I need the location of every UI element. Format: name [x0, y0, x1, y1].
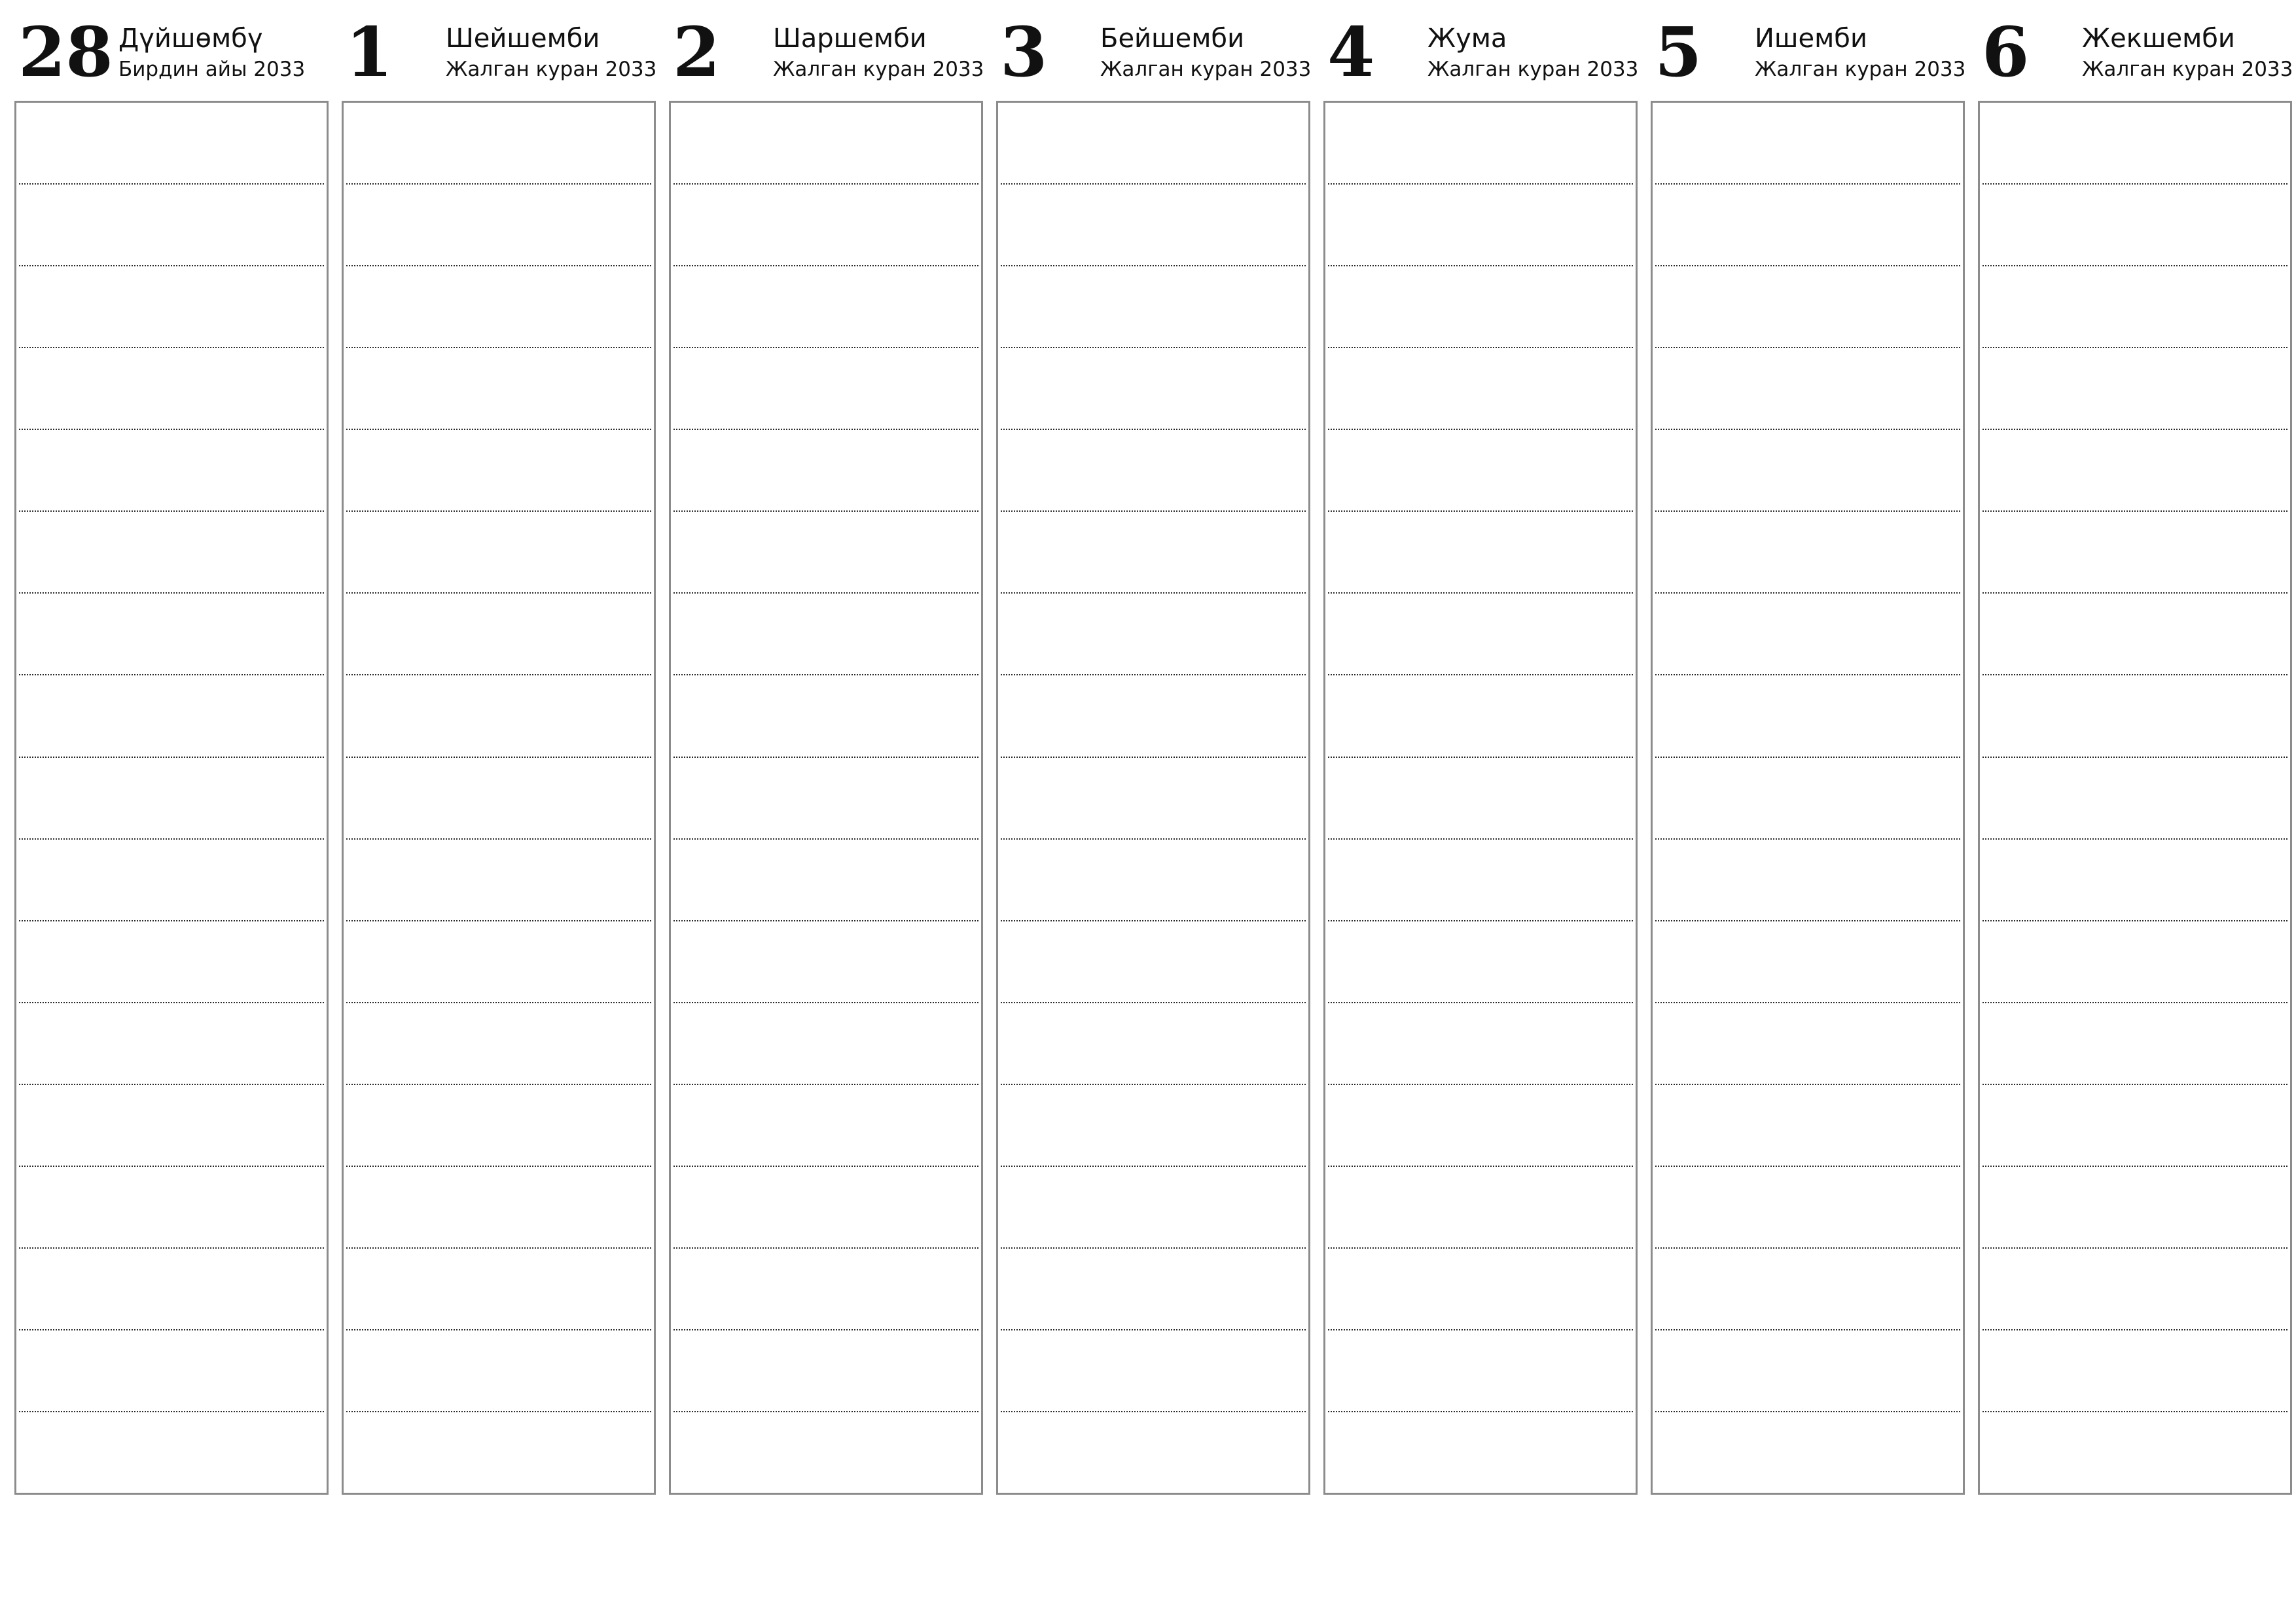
- note-line[interactable]: [1982, 594, 2287, 675]
- note-line[interactable]: [1328, 266, 1633, 348]
- note-line[interactable]: [19, 594, 324, 675]
- day-month: Жалган куран 2033: [1755, 58, 1966, 81]
- note-line[interactable]: [1655, 1249, 1960, 1330]
- day-header: [1978, 14, 2292, 101]
- note-line[interactable]: [1655, 430, 1960, 512]
- note-line[interactable]: [1328, 1412, 1633, 1493]
- note-line[interactable]: [19, 185, 324, 266]
- day-header: [669, 14, 983, 101]
- note-line[interactable]: [1655, 758, 1960, 840]
- note-line[interactable]: [673, 430, 978, 512]
- notes-box[interactable]: [14, 101, 329, 1495]
- note-line[interactable]: [19, 1412, 324, 1493]
- note-line[interactable]: [1982, 103, 2287, 185]
- day-header: [1651, 14, 1965, 101]
- day-number: 6: [1982, 12, 2030, 92]
- note-line[interactable]: [673, 1412, 978, 1493]
- day-column-saturday: [1651, 14, 1965, 1495]
- note-line[interactable]: [1001, 103, 1306, 185]
- day-month: Жалган куран 2033: [2082, 58, 2293, 81]
- note-line[interactable]: [673, 103, 978, 185]
- day-column-monday: [14, 14, 329, 1495]
- note-line[interactable]: [1655, 1085, 1960, 1167]
- note-line[interactable]: [1982, 1167, 2287, 1249]
- note-line[interactable]: [1001, 185, 1306, 266]
- note-line[interactable]: [673, 840, 978, 921]
- day-number: 1: [346, 12, 393, 92]
- note-line[interactable]: [1001, 266, 1306, 348]
- note-line[interactable]: [1655, 921, 1960, 1003]
- note-line[interactable]: [346, 1003, 651, 1085]
- note-line[interactable]: [19, 921, 324, 1003]
- note-line[interactable]: [1655, 1412, 1960, 1493]
- note-line[interactable]: [1001, 758, 1306, 840]
- note-line[interactable]: [19, 675, 324, 757]
- day-number: 2: [673, 12, 721, 92]
- day-titles: [1755, 24, 1965, 82]
- note-line[interactable]: [19, 1167, 324, 1249]
- day-column-sunday: [1978, 14, 2292, 1495]
- day-month: Бирдин айы 2033: [118, 58, 306, 81]
- note-line[interactable]: [1328, 348, 1633, 430]
- note-line[interactable]: [1328, 430, 1633, 512]
- note-line[interactable]: [1001, 675, 1306, 757]
- day-column-tuesday: [342, 14, 656, 1495]
- weekly-planner: [14, 12, 2293, 1495]
- note-line[interactable]: [1982, 430, 2287, 512]
- note-line[interactable]: [1328, 185, 1633, 266]
- note-line[interactable]: [673, 1330, 978, 1412]
- note-line[interactable]: [1655, 594, 1960, 675]
- day-month: Жалган куран 2033: [773, 58, 984, 81]
- note-line[interactable]: [1328, 675, 1633, 757]
- note-line[interactable]: [1655, 185, 1960, 266]
- note-line[interactable]: [1655, 675, 1960, 757]
- note-line[interactable]: [1328, 1167, 1633, 1249]
- day-titles: [446, 24, 656, 82]
- note-line[interactable]: [19, 1085, 324, 1167]
- note-line[interactable]: [346, 594, 651, 675]
- notes-box[interactable]: [669, 101, 983, 1495]
- note-line[interactable]: [1655, 1003, 1960, 1085]
- note-line[interactable]: [673, 1249, 978, 1330]
- note-line[interactable]: [1328, 840, 1633, 921]
- note-line[interactable]: [1001, 840, 1306, 921]
- note-line[interactable]: [1982, 1085, 2287, 1167]
- note-line[interactable]: [1328, 594, 1633, 675]
- note-line[interactable]: [19, 348, 324, 430]
- note-line[interactable]: [346, 512, 651, 594]
- note-line[interactable]: [673, 921, 978, 1003]
- note-line[interactable]: [1001, 1412, 1306, 1493]
- note-line[interactable]: [673, 1003, 978, 1085]
- note-line[interactable]: [1655, 840, 1960, 921]
- note-line[interactable]: [1328, 512, 1633, 594]
- day-column-friday: [1323, 14, 1638, 1495]
- notes-box[interactable]: [996, 101, 1310, 1495]
- day-month: Жалган куран 2033: [1100, 58, 1312, 81]
- note-line[interactable]: [346, 1330, 651, 1412]
- note-line[interactable]: [1655, 1330, 1960, 1412]
- note-line[interactable]: [1001, 594, 1306, 675]
- note-line[interactable]: [19, 512, 324, 594]
- note-line[interactable]: [1001, 512, 1306, 594]
- notes-box[interactable]: [1978, 101, 2292, 1495]
- day-titles: [2082, 24, 2293, 82]
- note-line[interactable]: [1001, 430, 1306, 512]
- note-line[interactable]: [673, 594, 978, 675]
- note-line[interactable]: [1328, 1003, 1633, 1085]
- note-line[interactable]: [1982, 1412, 2287, 1493]
- note-line[interactable]: [1982, 1330, 2287, 1412]
- day-column-thursday: [996, 14, 1310, 1495]
- note-line[interactable]: [346, 430, 651, 512]
- note-line[interactable]: [19, 758, 324, 840]
- note-line[interactable]: [1001, 1085, 1306, 1167]
- note-line[interactable]: [1655, 103, 1960, 185]
- note-line[interactable]: [1001, 921, 1306, 1003]
- day-header: [342, 14, 656, 101]
- note-line[interactable]: [1982, 266, 2287, 348]
- note-line[interactable]: [346, 840, 651, 921]
- note-line[interactable]: [19, 266, 324, 348]
- day-titles: [773, 24, 984, 82]
- note-line[interactable]: [1328, 1249, 1633, 1330]
- note-line[interactable]: [1982, 921, 2287, 1003]
- note-line[interactable]: [346, 185, 651, 266]
- notes-box[interactable]: [342, 101, 656, 1495]
- note-line[interactable]: [1328, 758, 1633, 840]
- day-number: 28: [18, 12, 113, 92]
- note-line[interactable]: [1982, 348, 2287, 430]
- note-line[interactable]: [346, 348, 651, 430]
- note-line[interactable]: [673, 512, 978, 594]
- note-line[interactable]: [346, 1412, 651, 1493]
- day-number: 4: [1327, 12, 1375, 92]
- note-line[interactable]: [1982, 185, 2287, 266]
- note-line[interactable]: [1982, 1249, 2287, 1330]
- day-titles: [1427, 24, 1638, 82]
- notes-box[interactable]: [1651, 101, 1965, 1495]
- note-line[interactable]: [673, 348, 978, 430]
- note-line[interactable]: [1328, 1330, 1633, 1412]
- note-line[interactable]: [1982, 675, 2287, 757]
- note-line[interactable]: [673, 266, 978, 348]
- note-line[interactable]: [1982, 840, 2287, 921]
- day-header: [14, 14, 329, 101]
- note-line[interactable]: [1001, 1330, 1306, 1412]
- note-line[interactable]: [1655, 266, 1960, 348]
- day-name: Шейшемби: [446, 24, 600, 54]
- note-line[interactable]: [346, 1167, 651, 1249]
- note-line[interactable]: [346, 103, 651, 185]
- note-line[interactable]: [1001, 1167, 1306, 1249]
- note-line[interactable]: [1982, 512, 2287, 594]
- note-line[interactable]: [673, 675, 978, 757]
- day-titles: [118, 24, 305, 82]
- day-name: Шаршемби: [773, 24, 927, 54]
- notes-box[interactable]: [1323, 101, 1638, 1495]
- note-line[interactable]: [673, 758, 978, 840]
- note-line[interactable]: [19, 840, 324, 921]
- day-name: Жума: [1427, 24, 1507, 54]
- note-line[interactable]: [1655, 348, 1960, 430]
- day-header: [996, 14, 1310, 101]
- day-name: Жекшемби: [2082, 24, 2235, 54]
- note-line[interactable]: [1655, 1167, 1960, 1249]
- note-line[interactable]: [19, 103, 324, 185]
- note-line[interactable]: [1982, 1003, 2287, 1085]
- day-name: Дүйшөмбү: [118, 24, 263, 54]
- note-line[interactable]: [1655, 512, 1960, 594]
- note-line[interactable]: [1001, 1249, 1306, 1330]
- note-line[interactable]: [346, 758, 651, 840]
- note-line[interactable]: [19, 1003, 324, 1085]
- day-name: Ишемби: [1755, 24, 1867, 54]
- day-month: Жалган куран 2033: [1427, 58, 1639, 81]
- day-titles: [1100, 24, 1311, 82]
- note-line[interactable]: [346, 1085, 651, 1167]
- day-number: 5: [1655, 12, 1702, 92]
- note-line[interactable]: [346, 266, 651, 348]
- note-line[interactable]: [673, 185, 978, 266]
- note-line[interactable]: [1001, 1003, 1306, 1085]
- note-line[interactable]: [1982, 758, 2287, 840]
- day-name: Бейшемби: [1100, 24, 1245, 54]
- day-month: Жалган куран 2033: [446, 58, 657, 81]
- note-line[interactable]: [673, 1085, 978, 1167]
- day-number: 3: [1000, 12, 1048, 92]
- day-column-wednesday: [669, 14, 983, 1495]
- note-line[interactable]: [19, 1330, 324, 1412]
- note-line[interactable]: [1328, 1085, 1633, 1167]
- note-line[interactable]: [1328, 103, 1633, 185]
- note-line[interactable]: [346, 921, 651, 1003]
- note-line[interactable]: [346, 1249, 651, 1330]
- note-line[interactable]: [1328, 921, 1633, 1003]
- note-line[interactable]: [346, 675, 651, 757]
- note-line[interactable]: [19, 430, 324, 512]
- note-line[interactable]: [1001, 348, 1306, 430]
- note-line[interactable]: [673, 1167, 978, 1249]
- note-line[interactable]: [19, 1249, 324, 1330]
- day-header: [1323, 14, 1638, 101]
